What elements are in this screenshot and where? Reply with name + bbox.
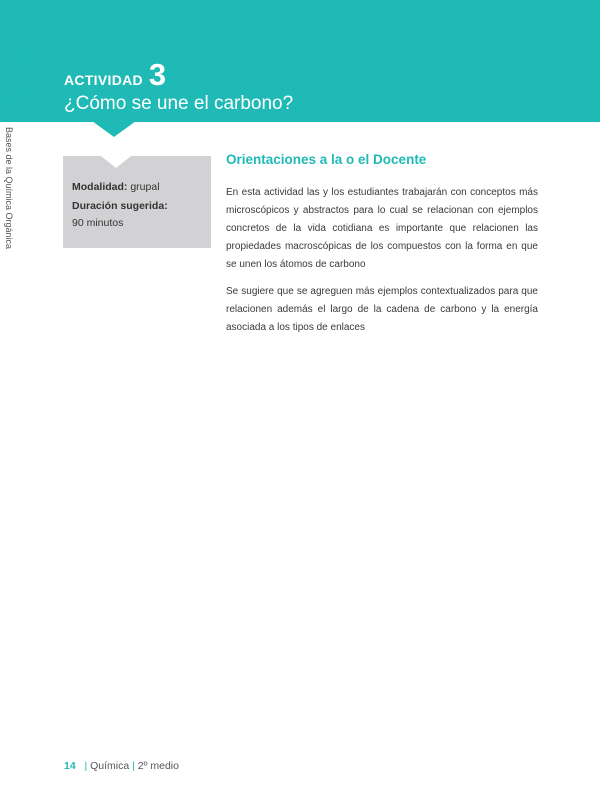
footer-subject: Química (90, 760, 130, 772)
activity-title: ¿Cómo se une el carbono? (64, 93, 294, 114)
footer-separator: | (132, 760, 135, 772)
activity-label: ACTIVIDAD (64, 72, 143, 88)
activity-number: 3 (148, 57, 167, 92)
paragraph-1: En esta actividad las y los estudiantes trabajarán con conceptos más microscópicos y abstractos para lo cual se relacionan con ejemplos concretos de la vida cotidiana es importante que relacionen las propiedades macroscópicas de los compuestos con la forma en que se unen los átomos de carbono (226, 187, 538, 270)
info-box-notch (101, 156, 131, 168)
sidebar-section-line2: de aprendizaje (4, 48, 14, 108)
duration-row (72, 200, 168, 212)
footer-grade: 2º medio (137, 760, 179, 772)
page-number: 14 (64, 760, 76, 772)
modality-value: grupal (130, 181, 160, 193)
header-notch (92, 121, 136, 137)
section-title: Orientaciones a la o el Docente (226, 152, 427, 167)
activity-heading (64, 57, 167, 92)
paragraph-2: Se sugiere que se agreguen más ejemplos contextualizados para que relacionen además el largo de la cadena de carbono y la energía asociada a los tipos de enlaces (226, 286, 538, 333)
modality-label: Modalidad: (72, 181, 128, 193)
duration-value: 90 minutos (72, 217, 124, 229)
sidebar-section-line1: Experiencias (14, 48, 24, 100)
duration-label: Duración sugerida: (72, 200, 168, 212)
sidebar-unit-label: Bases de la Química Orgánica (4, 127, 14, 250)
footer-separator: | (78, 760, 88, 772)
footer (64, 760, 179, 772)
modality-row (72, 181, 160, 193)
